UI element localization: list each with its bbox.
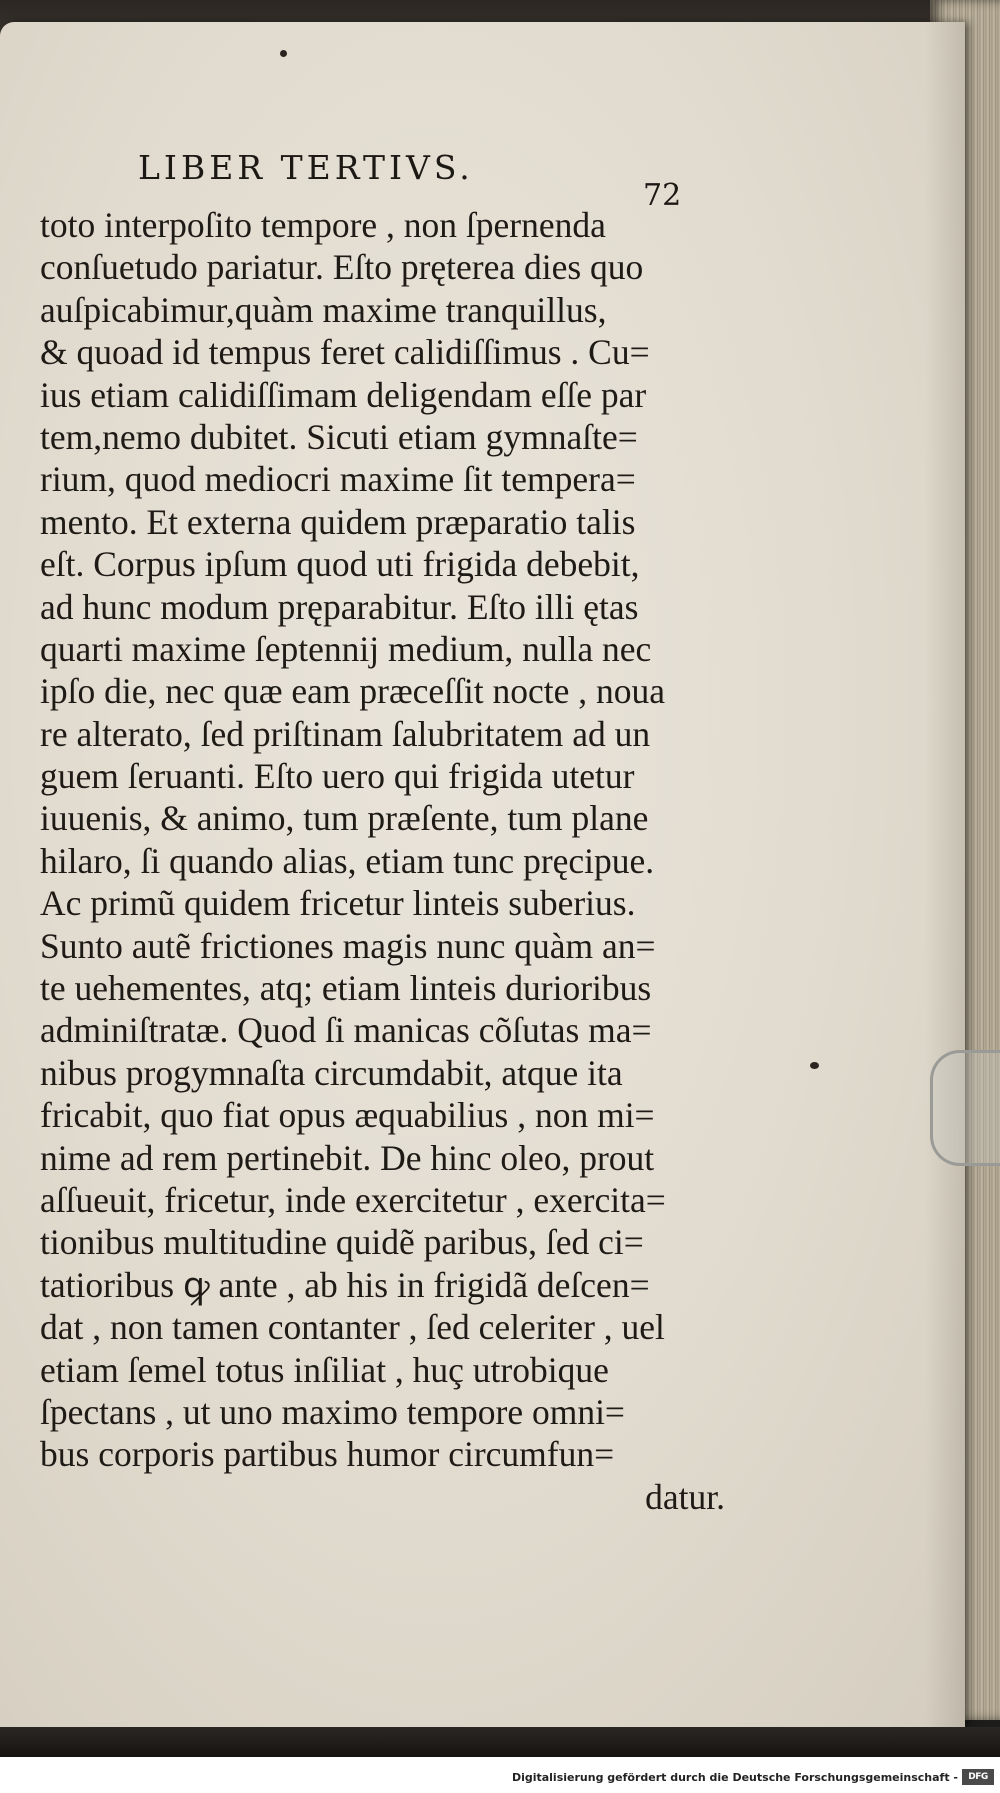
- text-line: nibus progymnaſta circumdabit, atque ita: [40, 1052, 623, 1093]
- text-line: ad hunc modum pręparabitur. Eſto illi ętas: [40, 586, 639, 627]
- page-clip: [930, 1050, 1000, 1166]
- text-line: hilaro, ſi quando alias, etiam tunc pręcipue.: [40, 840, 655, 881]
- text-line: tionibus multitudine quidẽ paribus, ſed ci=: [40, 1222, 644, 1263]
- text-line: mento. Et externa quidem præparatio talis: [40, 501, 636, 542]
- footer-bar: [0, 1757, 1000, 1793]
- dfg-logo-icon: DFG: [962, 1769, 994, 1785]
- text-line: conſuetudo pariatur. Eſto pręterea dies quo: [40, 247, 644, 288]
- text-line: ſpectans , ut uno maximo tempore omni=: [40, 1391, 625, 1432]
- text-line: tatioribus ꝙ ante , ab his in frigidã deſcen=: [40, 1264, 650, 1305]
- text-line: iuuenis, & animo, tum præſente, tum plane: [40, 798, 649, 839]
- text-line: fricabit, quo fiat opus æquabilius , non mi=: [40, 1095, 655, 1136]
- ink-spot: [810, 1062, 819, 1069]
- text-line: dat , non tamen contanter , ſed celeriter , uel: [40, 1307, 665, 1348]
- text-line: ipſo die, nec quæ eam præceſſit nocte , noua: [40, 671, 666, 712]
- text-line: bus corporis partibus humor circumfun=: [40, 1434, 615, 1475]
- text-line: datur.: [645, 1476, 725, 1517]
- book-bottom-edge: [0, 1727, 1000, 1757]
- text-line: re alterato, ſed priſtinam ſalubritatem ad un: [40, 713, 651, 754]
- text-line: adminiſtratæ. Quod ſi manicas cõſutas ma=: [40, 1010, 652, 1051]
- text-line: & quoad id tempus feret calidiſſimus . Cu=: [40, 332, 650, 373]
- text-line: eſt. Corpus ipſum quod uti frigida debebit,: [40, 544, 640, 585]
- running-head: LIBER TERTIVS.: [138, 148, 474, 187]
- text-line: rium, quod mediocri maxime ſit tempera=: [40, 459, 636, 500]
- text-line: te uehementes, atq; etiam linteis durioribus: [40, 968, 652, 1009]
- text-line: quarti maxime ſeptennij medium, nulla nec: [40, 628, 652, 669]
- page-number: 72: [643, 178, 682, 213]
- text-line: toto interpoſito tempore , non ſpernenda: [40, 205, 606, 245]
- ink-spot: [280, 50, 287, 57]
- text-line: etiam ſemel totus inſiliat , huç utrobique: [40, 1349, 609, 1390]
- funding-credit: Digitalisierung gefördert durch die Deutsche Forschungsgemeinschaft -: [511, 1771, 958, 1784]
- text-line: tem,nemo dubitet. Sicuti etiam gymnaſte=: [40, 416, 638, 457]
- text-line: auſpicabimur,quàm maxime tranquillus,: [40, 289, 607, 330]
- text-line: Ac primũ quidem fricetur linteis suberius.: [40, 883, 636, 924]
- body-text: [40, 204, 730, 1518]
- text-line: Sunto autẽ frictiones magis nunc quàm an=: [40, 925, 656, 966]
- text-line: nime ad rem pertinebit. De hinc oleo, prout: [40, 1137, 655, 1178]
- text-line: ius etiam calidiſſimam deligendam eſſe par: [40, 374, 647, 415]
- text-line: aſſueuit, fricetur, inde exercitetur , exercita=: [40, 1179, 666, 1220]
- text-line: guem ſeruanti. Eſto uero qui frigida utetur: [40, 756, 635, 797]
- book-page: [0, 22, 965, 1727]
